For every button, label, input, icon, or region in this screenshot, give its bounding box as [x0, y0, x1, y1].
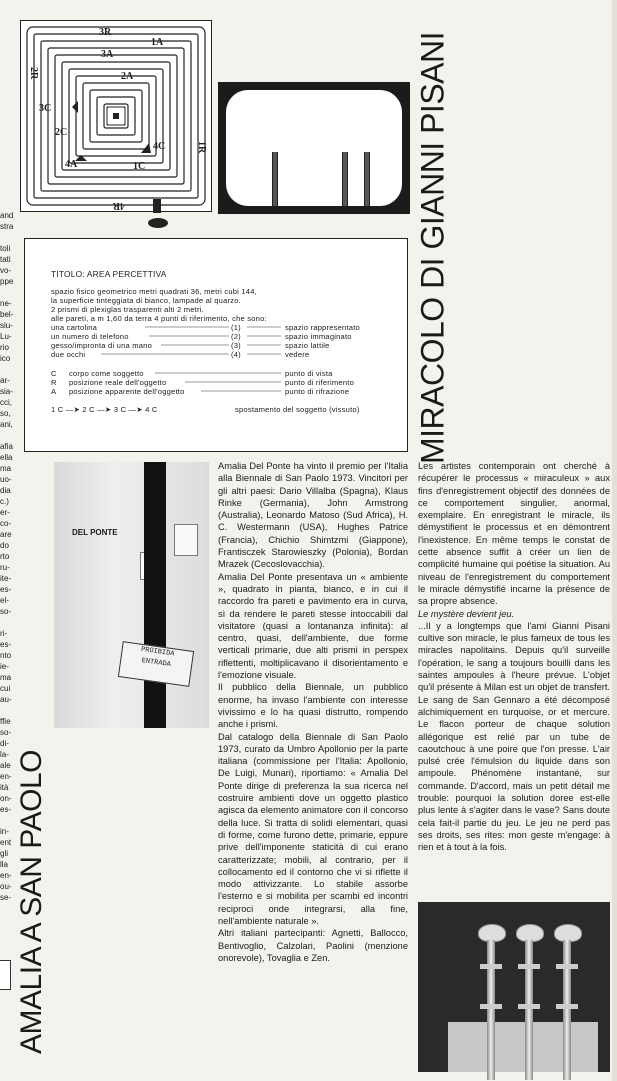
- label-4c: 4C: [153, 141, 166, 152]
- clipped-text-line: siu-: [0, 321, 13, 330]
- ampoule-shape: [476, 924, 506, 1074]
- clipped-text-line: di-: [0, 739, 9, 748]
- clipped-text-line: er-: [0, 508, 10, 517]
- box-list-desc: spazio lattile: [285, 341, 330, 350]
- box-sequence-desc: spostamento del soggetto (vissuto): [235, 405, 360, 414]
- paragraph: Amalia Del Ponte presentava un « ambiente », quadrato in pianta, bianco, e in cui il raccordo fra pareti e pavimento era in curva, sì da rendere le pareti stesse intoccabili dal visitatore (quasi a lontananza infinita): al centro, quasi, dell'ambiente, due forme verticali primarie, due alti prismi in perspex riflettenti, moltiplicavano il disorientamento e l'emozione visuale.: [218, 571, 408, 681]
- clipped-text-line: ri-: [0, 629, 8, 638]
- installation-photo: [54, 462, 209, 728]
- clipped-text-line: cui: [0, 684, 11, 693]
- box-legend-key: R: [51, 378, 57, 387]
- label-4r: 4R: [112, 200, 125, 211]
- box-sequence: 1 C —➤ 2 C —➤ 3 C —➤ 4 C: [51, 405, 158, 414]
- box-title: TITOLO: AREA PERCETTIVA: [51, 269, 167, 279]
- clipped-text-line: es-: [0, 585, 12, 594]
- clipped-text-line: ani,: [0, 420, 13, 429]
- clipped-text-line: rio: [0, 343, 9, 352]
- clipped-text-line: and: [0, 211, 14, 220]
- clipped-text-line: Lu-: [0, 332, 12, 341]
- box-legend-key: A: [51, 387, 57, 396]
- clipped-text-line: ale: [0, 761, 11, 770]
- clipped-text-line: en-: [0, 871, 12, 880]
- sign-text: PROIBIDA ENTRADA: [140, 645, 175, 670]
- clipped-text-line: la-: [0, 750, 9, 759]
- clipped-text-line: toli: [0, 244, 11, 253]
- clipped-text-line: [0, 617, 20, 628]
- floor-plan-svg: [21, 21, 211, 211]
- paragraph: ...Il y a longtemps que l'ami Gianni Pisani cultive son miracle, le plus fameux de tous les miracles napolitains. Depuis qu'il surveille l'opération, le sang a toujours bouilli dans les saintes ampoules à l'heure prévue. L'objet qu'il présente à Milan est un objet de transfert. Le sang de San Gennaro a été décomposé alchimiquement en turquoise, or et mercure. Le flacon porteur de chaque solution allégorique est relié par un tube de caoutchouc à une poire que l'on presse. L'air pulsé crée l'émulsion du liquide dans son ampoule. Phénomène instantané, sur commande. D'accord, mais un petit détail me trouble: pourquoi la solution doree est-elle plus lente à s'agiter dans le vase? Sans doute cela fait-il partie du jeu. Le jeu ne perd pas ses droits, ses rites: mon geste m'engage: à rien et à tout à la fois.: [418, 620, 610, 853]
- floor-plan-diagram: [20, 20, 212, 212]
- clipped-text-line: es-: [0, 640, 12, 649]
- box-list-item: una cartolina: [51, 323, 98, 332]
- box-legend-desc: punto di vista: [285, 369, 333, 378]
- box-list-num: (1): [231, 323, 241, 332]
- clipped-text-line: nto: [0, 651, 12, 660]
- clipped-text-line: bel-: [0, 310, 14, 319]
- clipped-text-line: ne-: [0, 299, 12, 308]
- clipped-text-line: in-: [0, 827, 9, 836]
- paragraph: Altri italiani partecipanti: Agnetti, Ballocco, Bentivoglio, Calzolari, Paolini (menzione onorevole), Tovaglia e Zen.: [218, 928, 408, 963]
- ampoule-shape: [514, 924, 544, 1074]
- clipped-text-line: ffie: [0, 717, 11, 726]
- clipped-text-line: so,: [0, 409, 11, 418]
- clipped-text-line: [0, 232, 20, 243]
- box-list-desc: spazio immaginato: [285, 332, 352, 341]
- ampoules-photo: [418, 902, 610, 1072]
- box-list-item: un numero di telefono: [51, 332, 129, 341]
- paragraph: Il pubblico della Biennale, un pubblico enorme, ha invaso l'ambiente con interesse vivissimo e lo ha quasi distrutto, rompendo anche i prismi.: [218, 682, 408, 730]
- clipped-text-line: do: [0, 541, 9, 550]
- box-list-num: (2): [231, 332, 241, 341]
- clipped-text-line: co-: [0, 519, 12, 528]
- prism-bar: [364, 152, 370, 206]
- clipped-text-line: tati: [0, 255, 11, 264]
- label-3c: 3C: [39, 103, 52, 114]
- clipped-text-line: el-: [0, 596, 9, 605]
- label-2r: 2R: [28, 67, 39, 80]
- clipped-text-line: so-: [0, 728, 12, 737]
- clipped-text-line: [0, 364, 20, 375]
- box-desc-line: spazio fisico geometrico metri quadrati 36, metri cubi 144,: [51, 287, 257, 296]
- paragraph-italic: Le mystère devient jeu.: [418, 608, 515, 619]
- article-title-amalia: AMALIA A SAN PAOLO: [15, 750, 48, 1054]
- box-list-desc: vedere: [285, 350, 310, 359]
- box-list-item: due occhi: [51, 350, 86, 359]
- clipped-text-line: cci,: [0, 398, 12, 407]
- prism-bar: [342, 152, 348, 206]
- box-desc-line: alle pareti, a m 1,60 da terra 4 punti di riferimento, che sono:: [51, 314, 267, 323]
- clipped-text-line: ou-: [0, 882, 12, 891]
- box-list-item: gesso/impronta di una mano: [51, 341, 153, 350]
- area-percettiva-box: [24, 238, 408, 452]
- clipped-text-line: ico: [0, 354, 11, 363]
- photo-label: DEL PONTE: [72, 528, 118, 537]
- clipped-figure-corner: [0, 960, 11, 990]
- clipped-text-line: rto: [0, 552, 10, 561]
- clipped-text-line: ità: [0, 783, 9, 792]
- ampoule-shape: [552, 924, 582, 1074]
- label-4a: 4A: [65, 159, 78, 170]
- clipped-text-line: ite-: [0, 574, 12, 583]
- label-2a: 2A: [121, 71, 134, 82]
- marker-3c: [72, 101, 78, 113]
- article-text-french: [418, 460, 610, 854]
- box-desc-line: 2 prismi di plexiglas trasparenti alti 2 metri.: [51, 305, 204, 314]
- clipped-text-line: ent: [0, 838, 12, 847]
- clipped-text-line: se-: [0, 893, 12, 902]
- clipped-text-line: on-: [0, 794, 12, 803]
- label-3r: 3R: [99, 27, 112, 38]
- clipped-text-line: afia: [0, 442, 13, 451]
- clipped-text-line: gli: [0, 849, 9, 858]
- box-legend-item: posizione reale dell'oggetto: [69, 378, 167, 387]
- paragraph: Amalia Del Ponte ha vinto il premio per l'Italia alla Biennale di San Paolo 1973. Vincitori per gli altri paesi: Dario Villalba (Spagna), Klaus Rinke (Germania), John Armstrong (Australia), Leonardo Matoso (Sud Africa), H. C. Westermann (USA), Hughes Patrice (Francia), Chichio Shimtzmi (Giappone), Frantisczek Starowieszky (Polonia), Bordan Mrazek (Cecoslovacchia).: [218, 461, 408, 570]
- prism-bar: [272, 152, 278, 206]
- footprint-icon: [146, 216, 170, 230]
- clipped-text-line: es-: [0, 805, 12, 814]
- clipped-text-line: ella: [0, 453, 13, 462]
- paragraph: Dal catalogo della Biennale di San Paolo 1973, curato da Umbro Apollonio per la parte italiana (commissione per l'Italia: Apollonio, De Luigi, Munari), riportiamo: « Amalia Del Ponte dirige di preferenza la sua ricerca nel costruire ambienti dove un oggetto plastico agisca da elemento animatore con il concorso della luce. Si tratta di solidi elementari, quasi di forme, come furono dette, primarie, eppure prive dell'imponente staticità di cui erano caratterizzate; mobili, al contrario, per il collocamento ed il contorno che vi si riflette il modo attivizzante. Lo stabile assorbe l'esterno e si mobilita per scambi ed incontri reciproci onde integrarsi, alla fine, nell'ambiente naturale ».: [218, 731, 408, 926]
- paragraph: Les artistes contemporain ont cherché à récupérer le processus « miraculeux » aux fins d'enregistrement objectif des données de ce comportement singulier, anormal, exemplaire. En enregistrant le miracle, ils démystifient le processus et en démontrent l'inexistence. En même temps le constat de cette absence suffit à créer un lien de complicité humaine qui poétise la situation. Au niveau de l'enregistrement du comportement le miracle démystifié incarne la présence de sa propre absence.: [418, 461, 610, 607]
- clipped-text-line: are: [0, 530, 12, 539]
- clipped-text-line: ar-: [0, 376, 10, 385]
- clipped-text-line: ru-: [0, 563, 10, 572]
- clipped-text-line: ppe: [0, 277, 14, 286]
- box-legend-item: corpo come soggetto: [69, 369, 144, 378]
- clipped-text-line: dia: [0, 486, 11, 495]
- box-desc-line: la superficie tinteggiata di bianco, lampade al quarzo.: [51, 296, 241, 305]
- tv-screen: [226, 90, 402, 206]
- article-text-italian: [218, 460, 408, 964]
- clipped-text-line: c.): [0, 497, 9, 506]
- clipped-text-line: uo-: [0, 475, 12, 484]
- pillar-shape: [144, 462, 166, 728]
- clipped-text-line: vo-: [0, 266, 12, 275]
- clipped-text-line: sia-: [0, 387, 13, 396]
- box-legend-item: posizione apparente dell'oggetto: [69, 387, 185, 396]
- box-legend-desc: punto di riferimento: [285, 378, 355, 387]
- clipped-text-line: ma: [0, 464, 12, 473]
- label-1c: 1C: [133, 161, 146, 172]
- page-edge: [612, 0, 617, 1081]
- box-list-desc: spazio rappresentato: [285, 323, 360, 332]
- box-leader-lines: [25, 239, 409, 453]
- clipped-text-line: lla: [0, 860, 9, 869]
- clipped-text-line: stra: [0, 222, 14, 231]
- box-list-num: (3): [231, 341, 241, 350]
- box-legend-desc: punto di rifrazione: [285, 387, 350, 396]
- tv-diagram: [218, 82, 410, 214]
- clipped-text-line: so-: [0, 607, 12, 616]
- clipped-text-line: en-: [0, 772, 12, 781]
- box-legend-key: C: [51, 369, 57, 378]
- label-2c: 2C: [55, 127, 68, 138]
- clipped-text-line: ie-: [0, 662, 9, 671]
- door-marker: [153, 199, 161, 213]
- article-title-pisani: MIRACOLO DI GIANNI PISANI: [414, 31, 451, 465]
- clipped-text-line: ma: [0, 673, 12, 682]
- box-list-num: (4): [231, 350, 241, 359]
- label-1a: 1A: [151, 37, 164, 48]
- clipped-text-line: [0, 705, 20, 716]
- label-1r: 1R: [196, 141, 207, 154]
- clipped-text-line: [0, 287, 20, 298]
- label-3a: 3A: [101, 49, 114, 60]
- clipped-text-line: [0, 430, 20, 441]
- clipped-text-line: au-: [0, 695, 12, 704]
